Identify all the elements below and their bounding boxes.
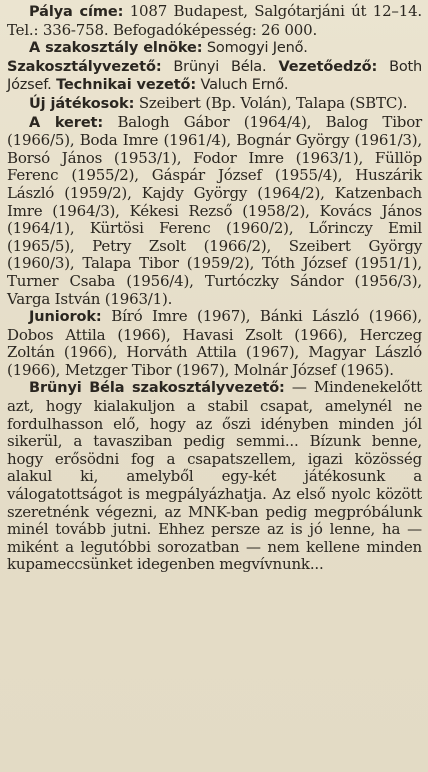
tech-text: Valuch Ernő. [196, 77, 289, 94]
president-text: Somogyi Jenő. [202, 40, 308, 57]
venue-label: Pálya címe: [29, 4, 124, 20]
juniors-label: Juniorok: [29, 309, 102, 326]
manager-label: Szakosztályvezető: [7, 58, 162, 75]
president-paragraph [7, 39, 422, 58]
coach-text: Both József. [7, 58, 422, 94]
coach-label: Vezetőedző: [278, 58, 378, 75]
new-players-paragraph [7, 95, 422, 114]
juniors-text: Bíró Imre (1967), Bánki László (1966), Dobos Attila (1966), Havasi Zsolt (1966), Herczeg Zoltán (1966), Horváth Attila (1967), Magyar László (1966), Metzger Tibor (1967), Molnár József (1965). [7, 307, 422, 379]
manager-text: Brünyi Béla. [161, 58, 267, 75]
juniors-paragraph [7, 308, 422, 379]
staff-paragraph [7, 58, 422, 95]
squad-label: A keret: [29, 114, 104, 131]
squad-paragraph [7, 114, 422, 309]
president-label: A szakosztály elnöke: [29, 40, 203, 57]
new-players-label: Új játékosok: [29, 95, 135, 112]
quote-text: — Mindenekelőtt azt, hogy kialakuljon a stabil csapat, amelynél ne fordulhasson elő, hogy az őszi idényben minden jól sikerül, a tavasziban pedig semmi... Bízunk benne, hogy erősödni fog a csapatszellem, igazi közösség alakul ki, amelyből egy-két játékosunk a válogatottságot is megpályázhatja. Az első nyolc között szeretnénk végezni, az MNK-ban pedig megpróbálunk minél tovább jutni. Ehhez persze az is jó lenne, ha — miként a legutóbbi sorozatban — nem kellene minden kupameccsünket idegenben megvívnunk... [7, 378, 422, 574]
venue-text: 1087 Budapest, Salgótarjáni út 12–14. Tel.: 336-758. Befogadóképesség: 26 000. [7, 2, 422, 39]
quote-label: Brünyi Béla szakosztályvezető: [29, 380, 285, 397]
tech-label: Technikai vezető: [56, 77, 197, 94]
new-players-text: Szeibert (Bp. Volán), Talapa (SBTC). [134, 93, 408, 112]
quote-paragraph [7, 379, 422, 574]
squad-text: Balogh Gábor (1964/4), Balog Tibor (1966/5), Boda Imre (1961/4), Bognár György (1961/3), Borsó János (1953/1), Fodor Imre (1963/1), Füllöp Ferenc (1955/2), Gáspár József (1955/4), Huszárik László (1959/2), Kajdy György (1964/2), Katzenbach Imre (1964/3), Kékesi Rezső (1958/2), Kovács János (1964/1), Kürtösi Ferenc (1960/2), Lőrinczy Emil (1965/5), Petry Zsolt (1966/2), Szeibert György (1960/3), Talapa Tibor (1959/2), Tóth József (1951/1), Turner Csaba (1956/4), Turtóczky Sándor (1956/3), Varga István (1963/1). [7, 112, 423, 308]
venue-paragraph [7, 3, 422, 39]
